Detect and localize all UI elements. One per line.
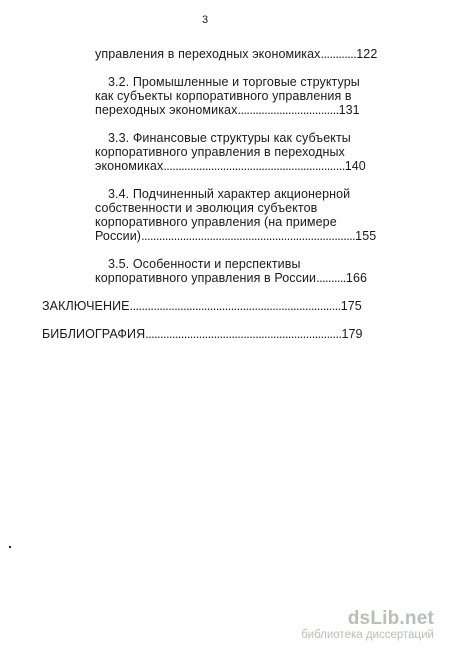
toc-entry-3-3-line-3[interactable]	[95, 159, 366, 173]
dot-leader: ............	[320, 47, 357, 61]
dot-leader: ........................................................................	[141, 229, 356, 243]
toc-entry-3-4-line-1[interactable]: 3.4. Подчиненный характер акционерной	[108, 187, 351, 201]
toc-entry-3-2-page: 131	[338, 103, 360, 117]
page-number: 3	[201, 14, 209, 26]
toc-entry-3-5-text: корпоративного управления в России	[95, 271, 317, 285]
toc-entry-1[interactable]	[95, 47, 377, 61]
toc-entry-3-2-line-1[interactable]: 3.2. Промышленные и торговые структуры	[108, 75, 360, 89]
scan-speck	[9, 546, 11, 548]
toc-entry-3-2-text: переходных экономиках	[95, 103, 238, 117]
toc-entry-bibliography-page: 179	[341, 327, 363, 341]
toc-entry-3-5-page: 166	[345, 271, 368, 285]
toc-entry-3-3-text: экономиках	[95, 159, 164, 173]
watermark	[301, 608, 434, 641]
toc-entry-3-4-line-4[interactable]	[95, 229, 376, 243]
dot-leader: .............................................................	[163, 159, 345, 173]
toc-entry-bibliography[interactable]	[42, 327, 363, 341]
toc-entry-3-3-line-1[interactable]: 3.3. Финансовые структуры как субъекты	[108, 131, 351, 145]
toc-entry-3-2-line-2[interactable]: как субъекты корпоративного управления в	[95, 89, 352, 103]
toc-entry-3-4-text: России)	[95, 229, 142, 243]
toc-entry-conclusion-page: 175	[340, 299, 362, 313]
watermark-logo: dsLib.net	[347, 608, 434, 629]
dot-leader: ..................................................................	[145, 327, 342, 341]
toc-entry-3-4-line-2[interactable]: собственности и эволюция субъектов	[95, 201, 318, 215]
toc-entry-conclusion[interactable]	[42, 299, 362, 313]
toc-entry-bibliography-text: БИБЛИОГРАФИЯ	[42, 327, 146, 341]
watermark-subtitle: библиотека диссертаций	[301, 629, 434, 641]
dot-leader: .......................................................................	[129, 299, 341, 313]
toc-entry-3-5-line-2[interactable]	[95, 271, 367, 285]
toc-entry-3-5-line-1[interactable]: 3.5. Особенности и перспективы	[108, 257, 301, 271]
toc-entry-3-4-page: 155	[355, 229, 377, 243]
toc-entry-1-line-1: управления в переходных экономиках	[95, 47, 321, 61]
dot-leader: ..................................	[237, 103, 339, 117]
toc-entry-3-4-line-3[interactable]: корпоративного управления (на примере	[95, 215, 337, 229]
toc-entry-3-2-line-3[interactable]	[95, 103, 360, 117]
toc-entry-3-3-page: 140	[344, 159, 366, 173]
dot-leader: ..........	[316, 271, 346, 285]
toc-entry-1-page: 122	[356, 47, 378, 61]
toc-entry-3-3-line-2[interactable]: корпоративного управления в переходных	[95, 145, 345, 159]
toc-entry-conclusion-text: ЗАКЛЮЧЕНИЕ	[42, 299, 130, 313]
